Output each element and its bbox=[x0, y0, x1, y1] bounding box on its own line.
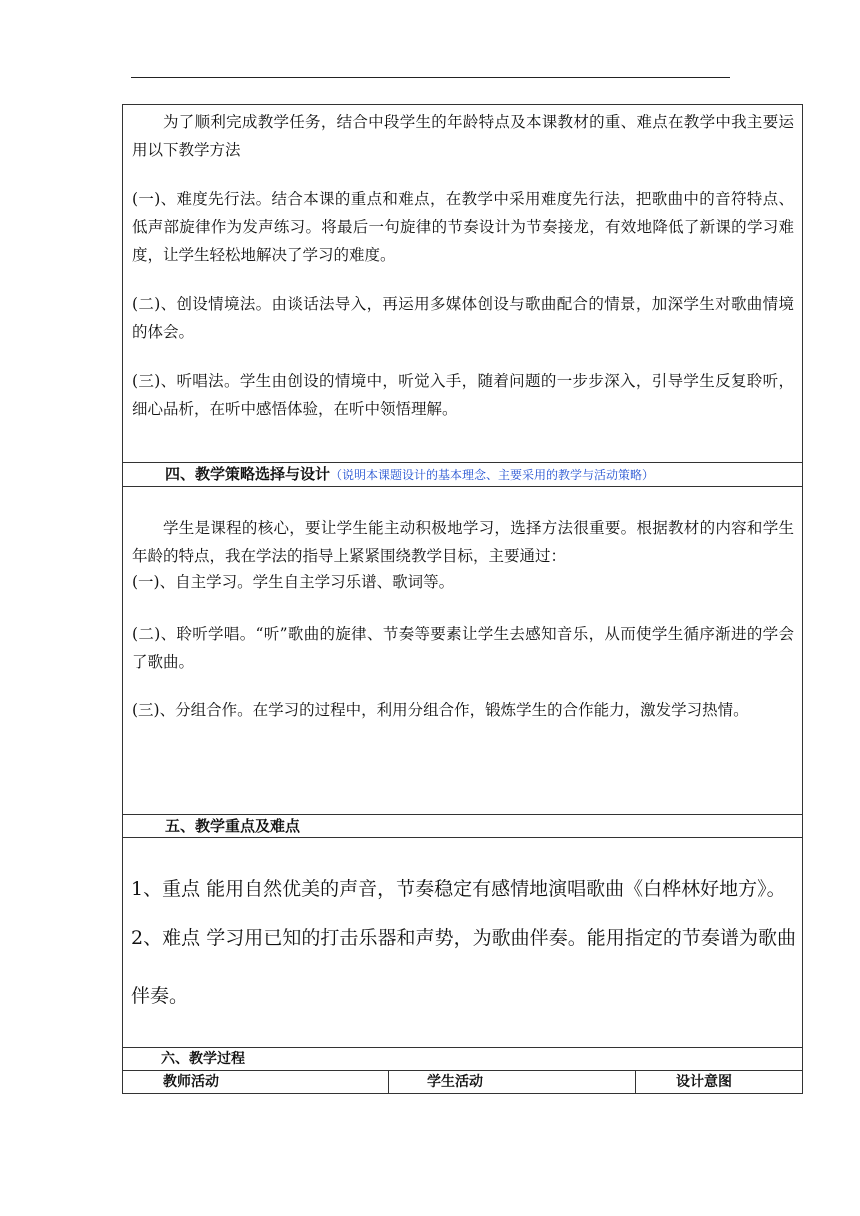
section-4-title: 四、教学策略选择与设计（说明本课题设计的基本理念、主要采用的教学与活动策略） bbox=[165, 465, 655, 483]
strategy-item-2: (二)、聆听学唱。“听”歌曲的旋律、节奏等要素让学生去感知音乐，从而使学生循序渐进的学会了歌曲。 bbox=[132, 625, 794, 671]
process-table-header bbox=[122, 1070, 803, 1094]
strategy-intro: 学生是课程的核心，要让学生能主动积极地学习，选择方法很重要。根据教材的内容和学生年龄的特点，我在学法的指导上紧紧围绕教学目标，主要通过： bbox=[132, 519, 794, 565]
teaching-methods-cell bbox=[122, 104, 803, 463]
col-divider-1 bbox=[388, 1071, 389, 1093]
section-5-body bbox=[122, 837, 803, 1048]
section-4-header bbox=[122, 462, 803, 487]
method-item-3: (三)、听唱法。学生由创设的情境中，听觉入手，随着问题的一步步深入，引导学生反复聆听，细心品析，在听中感悟体验，在听中领悟理解。 bbox=[132, 372, 794, 418]
strategy-item-1: (一)、自主学习。学生自主学习乐谱、歌词等。 bbox=[132, 573, 455, 591]
col-student-activity: 学生活动 bbox=[427, 1074, 483, 1090]
method-item-2: (二)、创设情境法。由谈话法导入，再运用多媒体创设与歌曲配合的情景，加深学生对歌曲情境的体会。 bbox=[132, 295, 794, 341]
key-point: 1、重点 能用自然优美的声音，节奏稳定有感情地演唱歌曲《白桦林好地方》。 bbox=[131, 878, 786, 900]
section-5-header bbox=[122, 814, 803, 838]
section-5-title: 五、教学重点及难点 bbox=[165, 817, 301, 835]
col-divider-2 bbox=[635, 1071, 636, 1093]
col-design-intent: 设计意图 bbox=[676, 1074, 732, 1090]
difficult-point: 2、难点 学习用已知的打击乐器和声势，为歌曲伴奏。能用指定的节奏谱为歌曲伴奏。 bbox=[131, 927, 796, 1007]
section-6-title: 六、教学过程 bbox=[161, 1051, 245, 1067]
section-6-header bbox=[122, 1047, 803, 1071]
strategy-item-3: (三)、分组合作。在学习的过程中，利用分组合作，锻炼学生的合作能力，激发学习热情。 bbox=[132, 701, 749, 719]
section-4-body bbox=[122, 486, 803, 815]
page-header-rule bbox=[131, 77, 730, 78]
method-item-1: (一)、难度先行法。结合本课的重点和难点，在教学中采用难度先行法，把歌曲中的音符特点、低声部旋律作为发声练习。将最后一句旋律的节奏设计为节奏接龙，有效地降低了新课的学习难度，让学生轻松地解决了学习的难度。 bbox=[132, 190, 794, 264]
section-4-note: （说明本课题设计的基本理念、主要采用的教学与活动策略） bbox=[330, 468, 655, 482]
methods-intro: 为了顺利完成教学任务，结合中段学生的年龄特点及本课教材的重、难点在教学中我主要运用以下教学方法 bbox=[132, 113, 794, 159]
col-teacher-activity: 教师活动 bbox=[163, 1074, 219, 1090]
